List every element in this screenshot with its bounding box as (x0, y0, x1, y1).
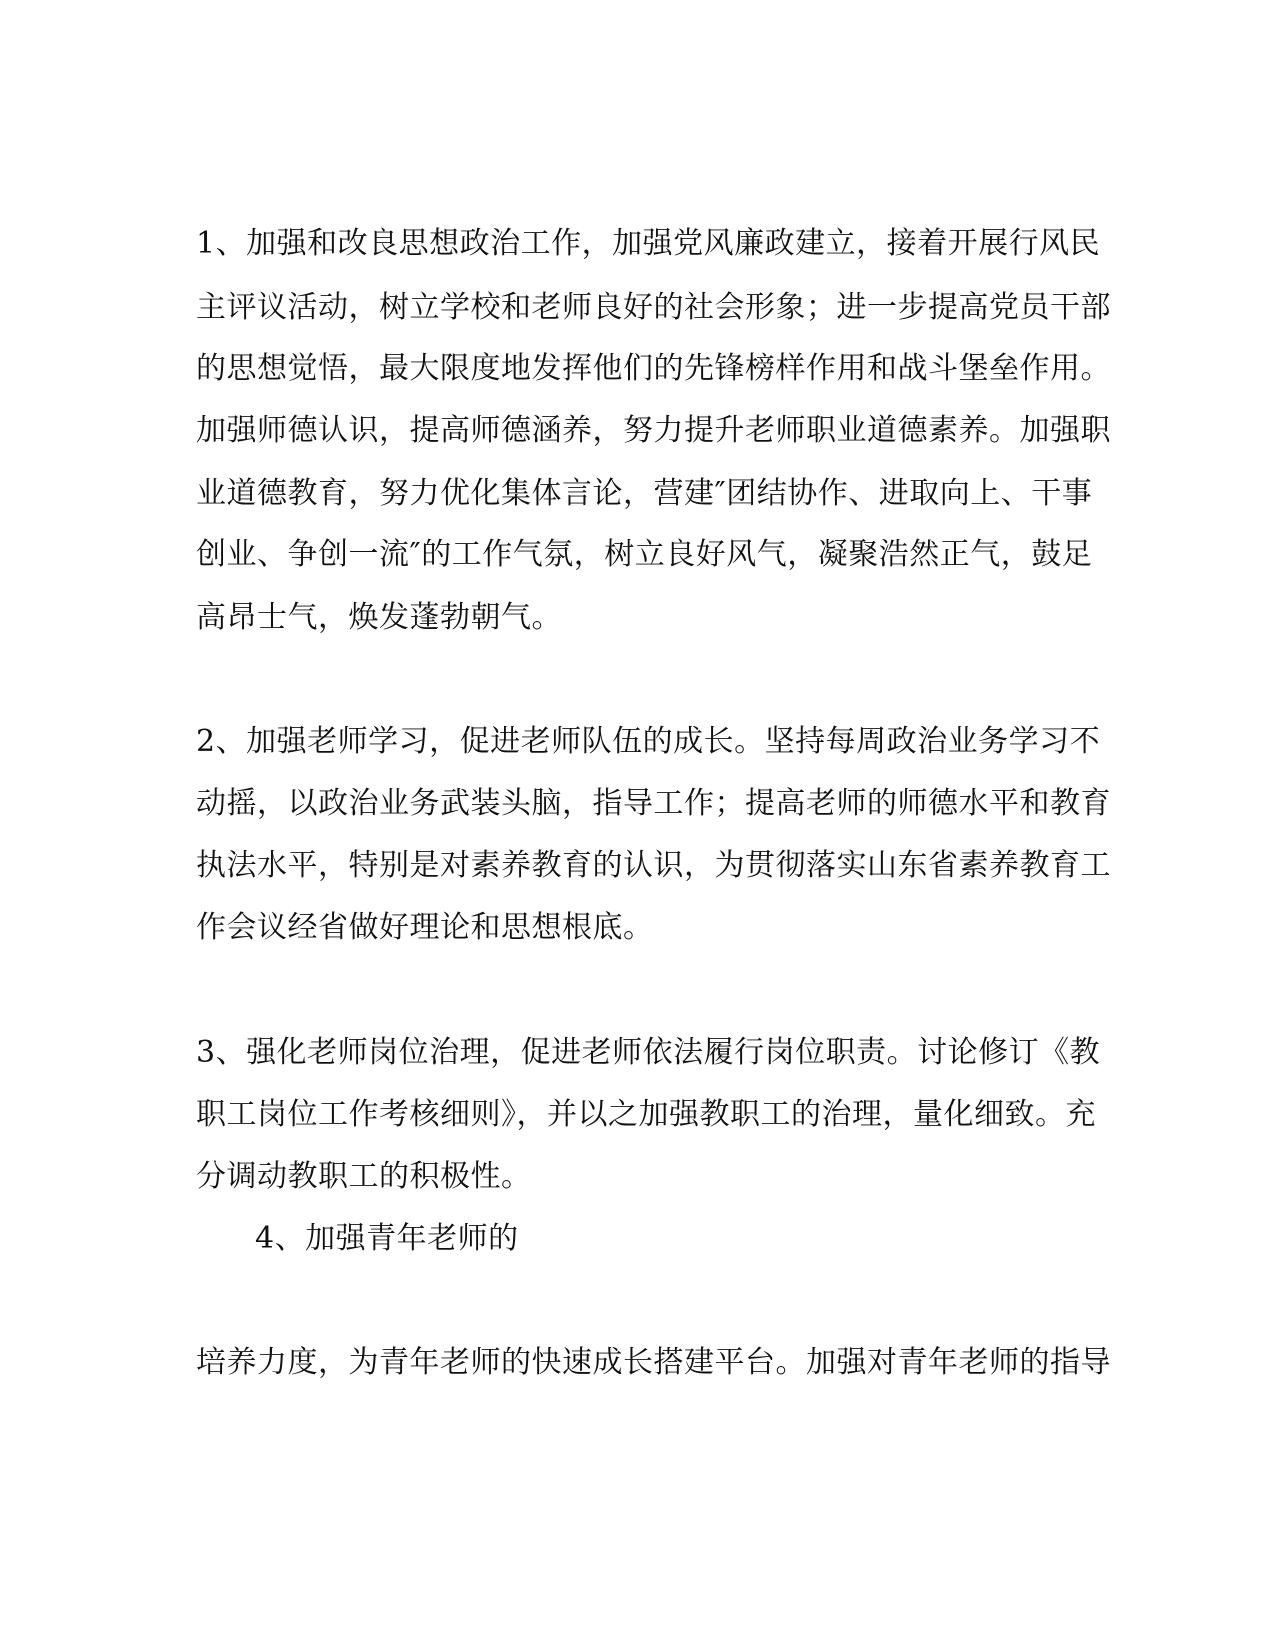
paragraph-line: 动摇，以政治业务武装头脑，指导工作；提高老师的师德水平和教育 (196, 786, 1111, 821)
paragraph-line: 的思想觉悟，最大限度地发挥他们的先锋榜样作用和战斗堡垒作用。 (196, 351, 1111, 386)
paragraph-line: 业道德教育，努力优化集体言论，营建″团结协作、进取向上、干事 (196, 476, 1093, 511)
paragraph-line: 3、强化老师岗位治理，促进老师依法履行岗位职责。讨论修订《教 (196, 1035, 1101, 1070)
section-heading: 4、加强青年老师的 (255, 1221, 519, 1256)
paragraph-line: 1、加强和改良思想政治工作，加强党风廉政建立，接着开展行风民 (196, 226, 1101, 261)
paragraph-line: 职工岗位工作考核细则》，并以之加强教职工的治理，量化细致。充 (196, 1097, 1096, 1132)
paragraph-line: 高昂士气，焕发蓬勃朝气。 (196, 600, 562, 635)
paragraph-line: 培养力度，为青年老师的快速成长搭建平台。加强对青年老师的指导 (196, 1345, 1111, 1380)
paragraph-line: 主评议活动，树立学校和老师良好的社会形象；进一步提高党员干部 (196, 290, 1111, 325)
paragraph-line: 创业、争创一流″的工作气氛，树立良好风气，凝聚浩然正气，鼓足 (196, 537, 1093, 572)
paragraph-line: 作会议经省做好理论和思想根底。 (196, 910, 654, 945)
paragraph-line: 加强师德认识，提高师德涵养，努力提升老师职业道德素养。加强职 (196, 413, 1111, 448)
paragraph-line: 2、加强老师学习，促进老师队伍的成长。坚持每周政治业务学习不 (196, 724, 1101, 759)
paragraph-line: 分调动教职工的积极性。 (196, 1159, 532, 1194)
paragraph-line: 执法水平，特别是对素养教育的认识，为贯彻落实山东省素养教育工 (196, 848, 1111, 883)
